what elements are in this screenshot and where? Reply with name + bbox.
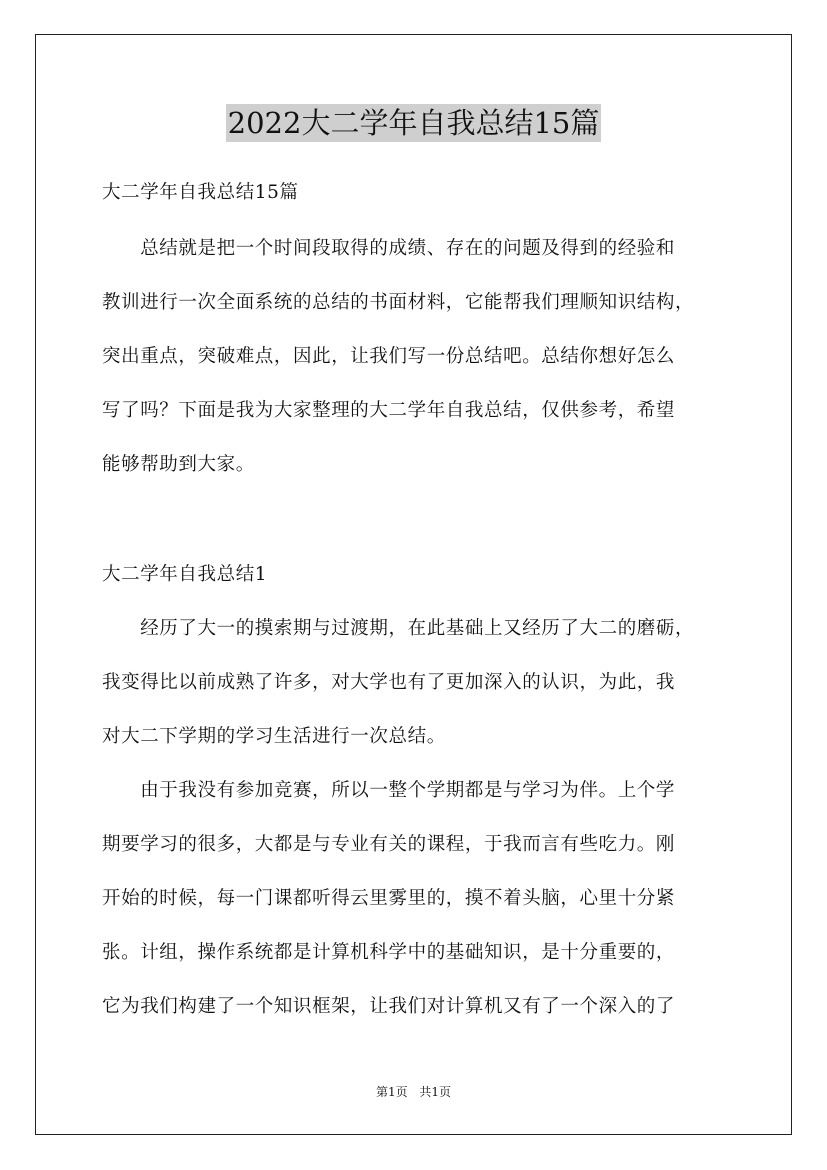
page-total: 共1页 xyxy=(419,1085,452,1099)
title-container xyxy=(0,104,827,142)
paragraph-line: 开始的时候，每一门课都听得云里雾里的，摸不着头脑，心里十分紧 xyxy=(102,888,676,909)
paragraph-line: 期要学习的很多，大都是与专业有关的课程，于我而言有些吃力。刚 xyxy=(102,834,676,855)
paragraph-line: 对大二下学期的学习生活进行一次总结。 xyxy=(102,726,446,747)
intro-line: 教训进行一次全面系统的总结的书面材料，它能帮我们理顺知识结构， xyxy=(102,292,695,313)
page-footer xyxy=(0,1083,827,1100)
paragraph-line: 由于我没有参加竞赛，所以一整个学期都是与学习为伴。上个学 xyxy=(102,780,676,801)
paragraph-line: 它为我们构建了一个知识框架，让我们对计算机又有了一个深入的了 xyxy=(102,996,676,1017)
document-title: 2022大二学年自我总结15篇 xyxy=(227,106,600,140)
paragraph-line: 张。计组，操作系统都是计算机科学中的基础知识，是十分重要的， xyxy=(102,942,676,963)
page-number: 第1页 xyxy=(375,1085,408,1099)
section-heading: 大二学年自我总结1 xyxy=(102,564,268,585)
intro-line: 突出重点，突破难点，因此，让我们写一份总结吧。总结你想好怎么 xyxy=(102,346,676,367)
intro-line: 写了吗？下面是我为大家整理的大二学年自我总结，仅供参考，希望 xyxy=(102,400,676,421)
document-subtitle: 大二学年自我总结15篇 xyxy=(102,182,299,203)
intro-line: 能够帮助到大家。 xyxy=(102,454,255,475)
paragraph-line: 我变得比以前成熟了许多，对大学也有了更加深入的认识，为此，我 xyxy=(102,672,676,693)
paragraph-line: 经历了大一的摸索期与过渡期，在此基础上又经历了大二的磨砺， xyxy=(102,618,695,639)
intro-line: 总结就是把一个时间段取得的成绩、存在的问题及得到的经验和 xyxy=(102,238,676,259)
